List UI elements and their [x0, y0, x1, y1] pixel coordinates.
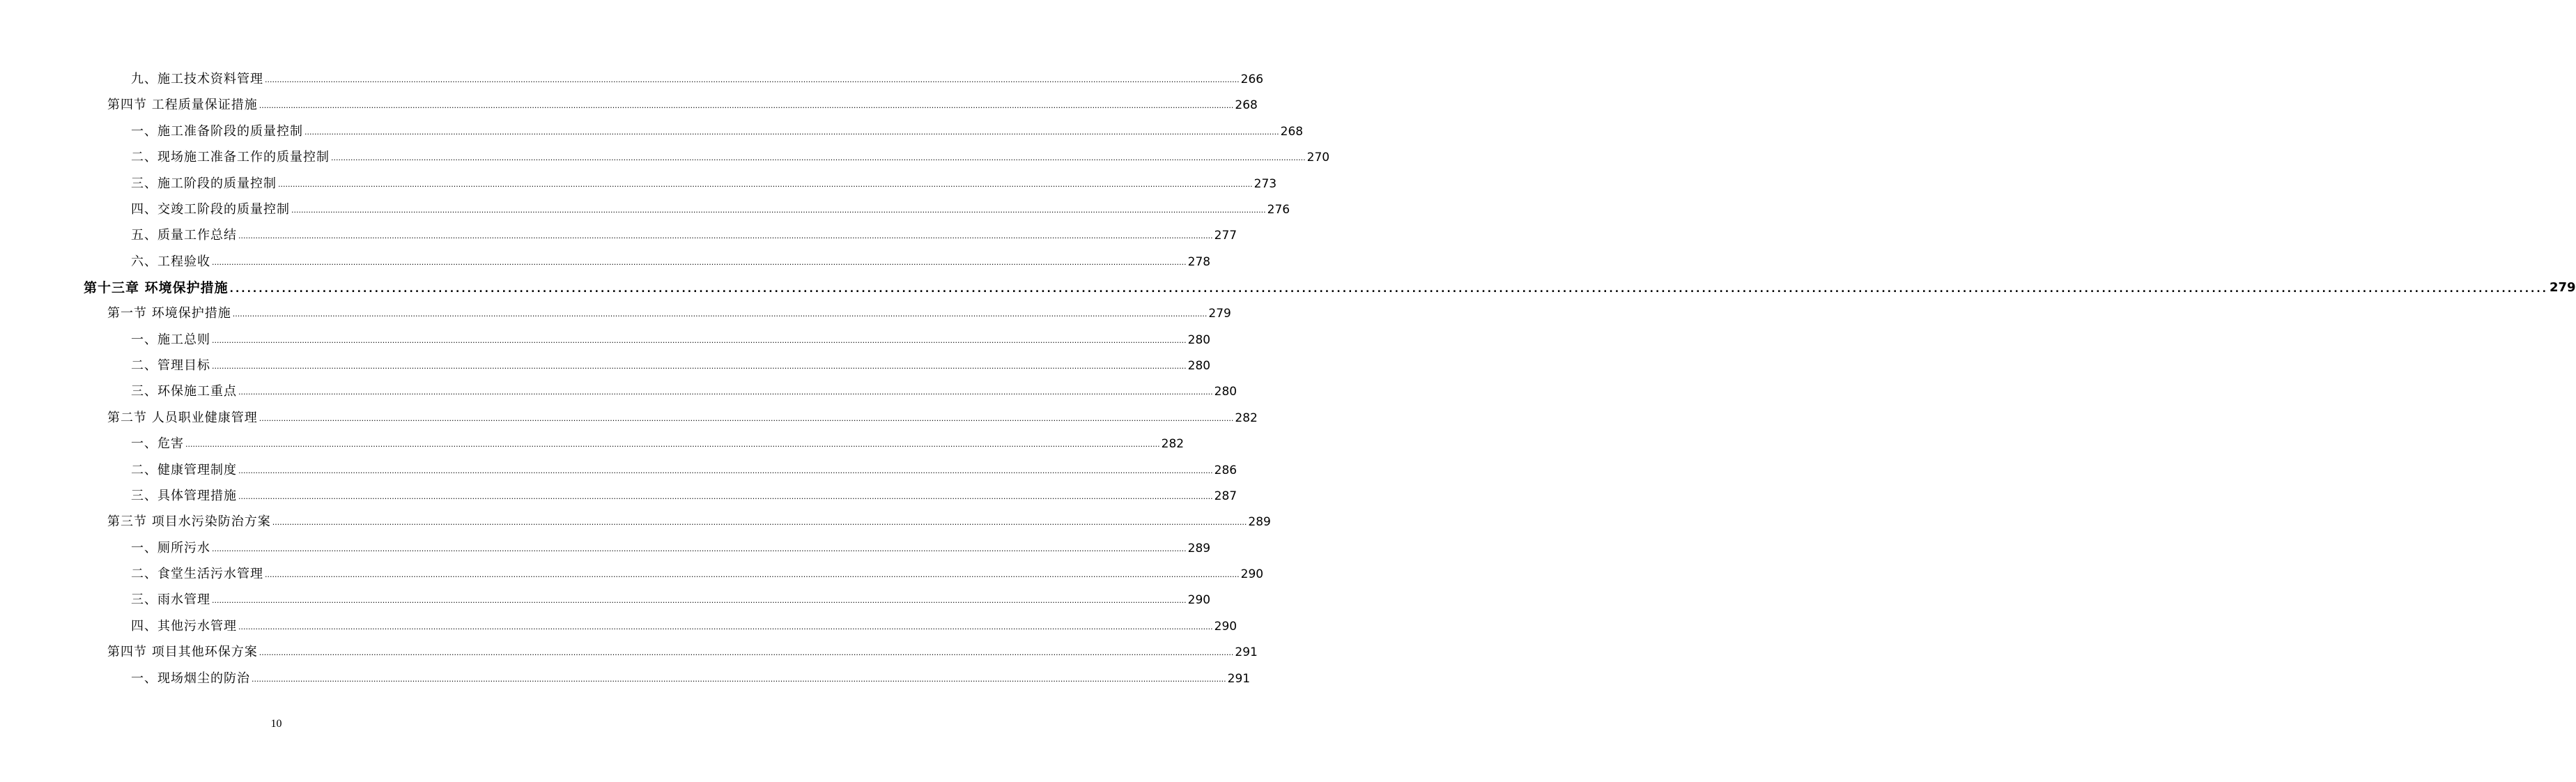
toc-entry-title: 二、管理目标 — [131, 358, 210, 373]
toc-entry[interactable] — [131, 224, 1237, 244]
toc-entry[interactable] — [131, 485, 1237, 505]
toc-entry-title: 第四节 工程质量保证措施 — [107, 98, 258, 112]
toc-entry-page: 276 — [1267, 203, 1290, 217]
toc-entry-page: 280 — [1187, 359, 1211, 373]
dot-leader: ................................................................................................................................................................................................................................................................................................................................................................................................................ — [238, 492, 1213, 501]
toc-entry-title: 第一节 环境保护措施 — [107, 306, 231, 321]
dot-leader: ................................................................................................................................................................................................................................................................................................................................................................................................................ — [238, 466, 1213, 475]
toc-entry[interactable] — [131, 121, 1304, 140]
toc-entry-title: 一、施工准备阶段的质量控制 — [131, 124, 303, 139]
toc-entry-title: 五、质量工作总结 — [131, 228, 237, 243]
toc-entry[interactable] — [107, 511, 1271, 530]
toc-entry-page: 291 — [1227, 672, 1251, 686]
toc-entry-title: 四、交竣工阶段的质量控制 — [131, 202, 290, 217]
toc-entry[interactable] — [131, 668, 1251, 687]
dot-leader: ................................................................................................................................................................................................................................................................................................................................................................................................................ — [238, 388, 1213, 397]
dot-leader: ................................................................................................................................................................................................................................................................................................................................................................................................................ — [212, 336, 1187, 345]
dot-leader: ................................................................................................................................................................................................................................................................................................................................................................................................................ — [232, 309, 1208, 319]
dot-leader: ................................................................................................................................................................................................................................................................................................................................................................................................................ — [278, 180, 1253, 189]
dot-leader: ................................................................................................................................................................................................................................................................................................................................................................................................................ — [291, 206, 1266, 215]
toc-entry-page: 273 — [1254, 177, 1277, 191]
toc-entry-title: 第三节 项目水污染防治方案 — [107, 514, 271, 529]
toc-entry-page: 277 — [1214, 229, 1237, 243]
toc-entry-title: 二、健康管理制度 — [131, 463, 237, 477]
toc-entry[interactable] — [131, 173, 1277, 192]
toc-entry-page: 279 — [2549, 280, 2576, 295]
toc-entry[interactable] — [107, 641, 1258, 661]
toc-entry-page: 270 — [1306, 151, 1330, 164]
toc-entry[interactable] — [131, 381, 1237, 400]
dot-leader: ................................................................................................................................................................................................................................................................................................................................................................................................................ — [259, 101, 1234, 110]
page-number: 10 — [270, 718, 282, 730]
toc-entry-title: 三、环保施工重点 — [131, 384, 237, 399]
dot-leader: ................................................................................................................................................................................................................................................................................................................................................................................................................ — [212, 258, 1187, 267]
toc-entry-title: 三、雨水管理 — [131, 592, 210, 607]
toc-entry-page: 278 — [1187, 255, 1211, 269]
toc-entry[interactable] — [131, 537, 1211, 557]
toc-entry-page: 290 — [1240, 567, 1264, 581]
toc-entry-page: 268 — [1280, 125, 1304, 139]
toc-entry-page: 279 — [1208, 307, 1231, 321]
toc-entry-title: 九、施工技术资料管理 — [131, 72, 263, 86]
toc-entry[interactable] — [131, 589, 1211, 608]
toc-entry[interactable] — [107, 94, 1258, 114]
toc-entry[interactable] — [131, 146, 1330, 166]
dot-leader: ................................................................................................................................................................................................................................................................................................................................................................................................................ — [259, 414, 1234, 423]
toc-entry-title: 二、现场施工准备工作的质量控制 — [131, 150, 330, 164]
dot-leader: ................................................................................................................................................................................................................................................................................................................................................................................................................ — [238, 622, 1213, 631]
toc-entry-title: 一、厕所污水 — [131, 541, 210, 555]
dot-leader: ................................................................................................................................................................................................................................................................................................................................................................................................................ — [252, 675, 1226, 684]
toc-entry[interactable] — [131, 433, 1185, 452]
dot-leader: ................................................................................................................................................................................................................................................................................................................................................................................................................ — [212, 544, 1187, 553]
toc-entry-page: 282 — [1235, 411, 1258, 425]
toc-entry[interactable] — [131, 251, 1211, 270]
toc-entry-title: 一、危害 — [131, 436, 184, 451]
toc-chapter-entry[interactable] — [84, 277, 2576, 296]
toc-entry-page: 290 — [1214, 620, 1237, 634]
toc-entry-title: 三、具体管理措施 — [131, 489, 237, 503]
toc-entry-title: 六、工程验收 — [131, 254, 210, 269]
toc-entry[interactable] — [131, 329, 1211, 348]
dot-leader: ................................................................................................................................................................................................................................................................................................................................................................................................................ — [212, 362, 1187, 371]
toc-entry-title: 二、食堂生活污水管理 — [131, 567, 263, 581]
toc-entry-page: 280 — [1187, 333, 1211, 347]
toc-entry[interactable] — [131, 615, 1237, 635]
toc-entry[interactable] — [131, 355, 1211, 374]
toc-entry-title: 第二节 人员职业健康管理 — [107, 411, 258, 425]
dot-leader: ................................................................................................................................................................................................................................................................................................................................................................................................................ — [259, 648, 1234, 657]
toc-entry-title: 三、施工阶段的质量控制 — [131, 176, 277, 191]
toc-entry-page: 291 — [1235, 645, 1258, 659]
dot-leader: ................................................................................................................................................................................................................................................................................................................................................................................................................ — [212, 596, 1187, 605]
toc-entry[interactable] — [131, 563, 1264, 583]
toc-entry-title: 一、现场烟尘的防治 — [131, 671, 250, 686]
toc-entry-title: 第十三章 环境保护措施 — [84, 280, 229, 296]
toc-entry-page: 266 — [1240, 72, 1264, 86]
toc-entry-page: 280 — [1214, 385, 1237, 399]
toc-entry[interactable] — [131, 199, 1290, 218]
dot-leader: ................................................................................................................................................................................................................................................................................................................................................................................................................ — [185, 440, 1160, 449]
toc-entry-page: 289 — [1187, 542, 1211, 555]
toc-entry-page: 282 — [1161, 437, 1185, 451]
toc-entry[interactable] — [131, 459, 1237, 479]
toc-entry-page: 286 — [1214, 463, 1237, 477]
dot-leader: ................................................................................................................................................................................................................................................................................................................................................................................................................ — [238, 231, 1213, 240]
toc-entry-page: 287 — [1214, 489, 1237, 503]
toc-entry-page: 290 — [1187, 593, 1211, 607]
dot-leader: ................................................................................................................................................................................................................................................................................................................................................................................................................ — [265, 75, 1240, 84]
toc-entry[interactable] — [107, 407, 1258, 427]
toc-entry-page: 289 — [1248, 515, 1271, 529]
toc-entry-title: 四、其他污水管理 — [131, 619, 237, 634]
dot-leader: ................................................................................................................................................................................................................................................................................................................................................................................................................ — [229, 284, 2548, 295]
dot-leader: ................................................................................................................................................................................................................................................................................................................................................................................................................ — [265, 570, 1240, 579]
toc-entry[interactable] — [107, 302, 1231, 322]
toc-entry-title: 一、施工总则 — [131, 332, 210, 347]
toc-entry[interactable] — [131, 68, 1264, 88]
toc-entry-title: 第四节 项目其他环保方案 — [107, 645, 258, 659]
dot-leader: ................................................................................................................................................................................................................................................................................................................................................................................................................ — [331, 153, 1306, 162]
dot-leader: ................................................................................................................................................................................................................................................................................................................................................................................................................ — [272, 518, 1247, 527]
toc-entry-page: 268 — [1235, 98, 1258, 112]
dot-leader: ................................................................................................................................................................................................................................................................................................................................................................................................................ — [304, 128, 1279, 137]
